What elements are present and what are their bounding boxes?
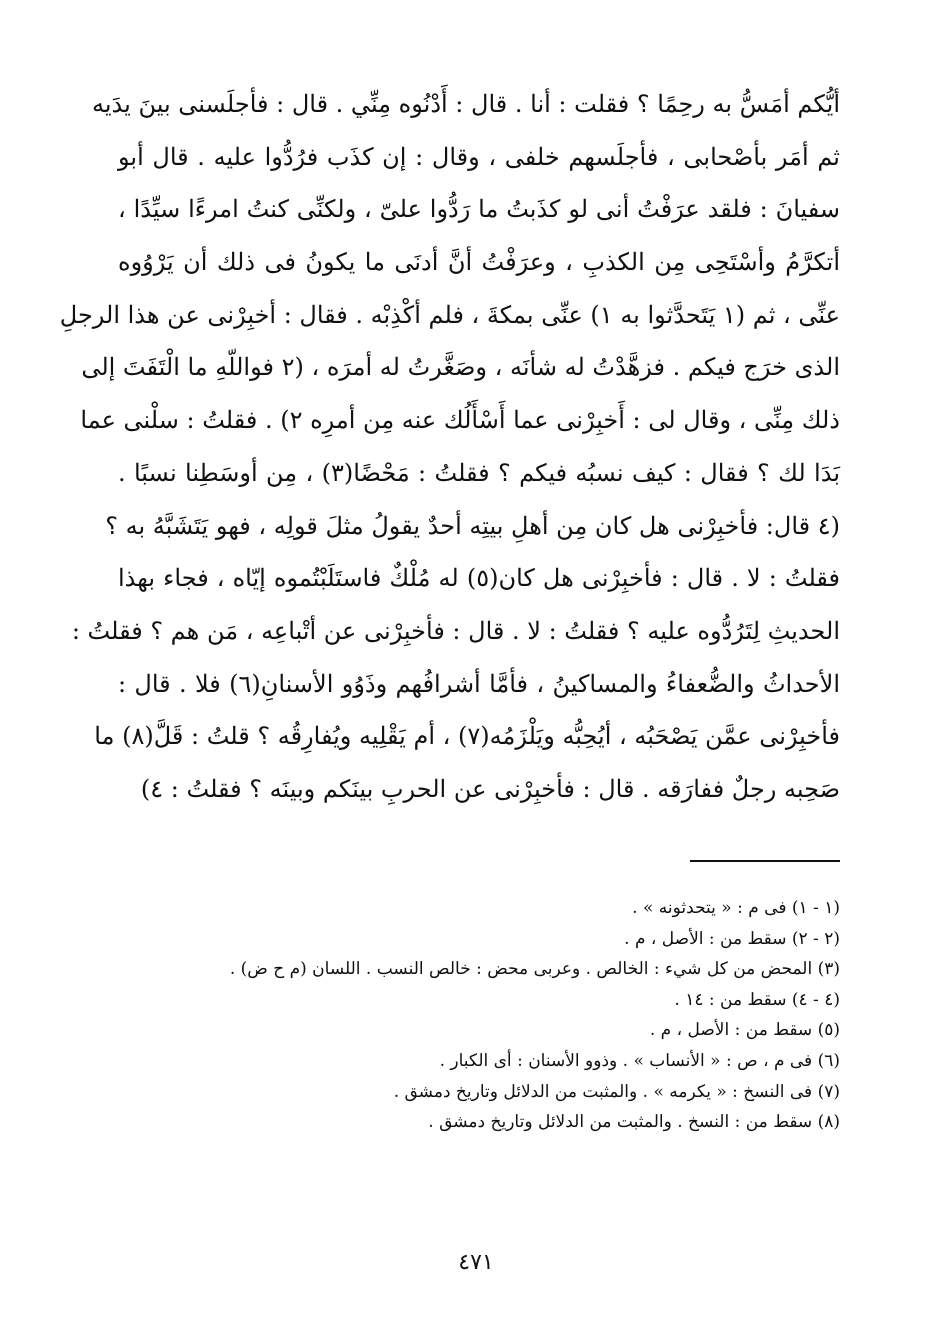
footnote: (٢ - ٢) سقط من : الأصل ، م . bbox=[624, 928, 840, 949]
main-text bbox=[59, 78, 841, 816]
footnote: (١ - ١) فى م : « يتحدثونه » . bbox=[632, 898, 840, 918]
text-line: الذى خرَج فيكم . فزهَّدْتُ له شأنَه ، وصَغَّرتُ له أمرَه ، (٢ فواللّهِ ما الْتَفَتَ إلى bbox=[81, 353, 840, 382]
footnotes bbox=[118, 893, 840, 1138]
page-number: ٤٧١ bbox=[458, 1250, 494, 1275]
text-line: عنِّى ، ثم (١ يَتَحدَّثوا به ١) عنِّى بمكةَ ، فلم أكْذِبْه . فقال : أخبِرْنى عن هذا الرجلِ bbox=[59, 300, 840, 329]
text-line: أيُّكم أمَسُّ به رحِمًا ؟ فقلت : أنا . قال : أَدْنُوه مِنِّي . قال : فأجلَسنى بينَ يدَيه bbox=[91, 90, 840, 118]
footnote: (٨) سقط من : النسخ . والمثبت من الدلائل وتاريخ دمشق . bbox=[428, 1112, 840, 1133]
footnote: (٦) فى م ، ص : « الأنساب » . وذوو الأسنان : أى الكبار . bbox=[439, 1050, 840, 1071]
text-line: سفيانَ : فلقد عرَفْتُ أنى لو كذَبتُ ما رَدُّوا علىّ ، ولكنِّى كنتُ امرءًا سيِّدًا ، bbox=[118, 195, 840, 224]
footnote: (٤ - ٤) سقط من : ١٤ . bbox=[674, 989, 840, 1010]
text-line: الأحداثُ والضُّعفاءُ والمساكينُ ، فأمَّا أشرافُهم وذَوُو الأسنانِ(٦) فلا . قال : bbox=[118, 669, 841, 698]
text-line: (٤ قال: فأخبِرْنى هل كان مِن أهلِ بيتِه أحدٌ يقولُ مثلَ قولِه ، فهو يَتَشَبَّهُ به ؟ bbox=[105, 511, 840, 540]
footnote-separator bbox=[690, 860, 840, 862]
text-line: ثم أمَر بأصْحابى ، فأجلَسهم خلفى ، وقال : إن كذَب فرُدُّوا عليه . قال أبو bbox=[118, 142, 840, 171]
footnote: (٥) سقط من : الأصل ، م . bbox=[649, 1020, 840, 1041]
text-line: صَحِبه رجلٌ ففارَقه . قال : فأخبِرْنى عن الحربِ بينَكم وبينَه ؟ فقلتُ : ٤) bbox=[140, 774, 840, 803]
text-line: فأخبِرْنى عمَّن يَصْحَبُه ، أيُحِبُّه ويَلْزَمُه(٧) ، أم يَقْلِيه ويُفارِقُه ؟ قلتُ : قَلَّ(٨) ما bbox=[94, 722, 840, 751]
footnote: (٣) المحض من كل شيء : الخالص . وعربى محض : خالص النسب . اللسان (م ح ض) . bbox=[229, 959, 840, 980]
text-line: الحديثِ لِتَرُدُّوه عليه ؟ فقلتُ : لا . قال : فأخبِرْنى عن أتْباعِه ، مَن هم ؟ فقلتُ : bbox=[71, 616, 840, 645]
text-line: ذلك مِنِّى ، وقال لى : أَخبِرْنى عما أَسْأَلُك عنه مِن أمرِه ٢) . فقلتُ : سلْنى عما bbox=[80, 406, 840, 435]
text-line: فقلتُ : لا . قال : فأخبِرْنى هل كان(٥) له مُلْكٌ فاستَلَبْتُموه إيّاه ، فجاء بهذا bbox=[118, 564, 841, 593]
footnote: (٧) فى النسخ : « يكرمه » . والمثبت من الدلائل وتاريخ دمشق . bbox=[393, 1081, 840, 1102]
text-line: بَدَا لك ؟ فقال : كيف نسبُه فيكم ؟ فقلتُ : مَحْضًا(٣) ، مِن أوسَطِنا نسبًا . bbox=[118, 458, 840, 487]
text-line: أتكرَّمُ وأسْتَحِى مِن الكذبِ ، وعرَفْتُ أنَّ أدنَى ما يكونُ فى ذلك أن يَرْوُوه bbox=[118, 248, 840, 277]
